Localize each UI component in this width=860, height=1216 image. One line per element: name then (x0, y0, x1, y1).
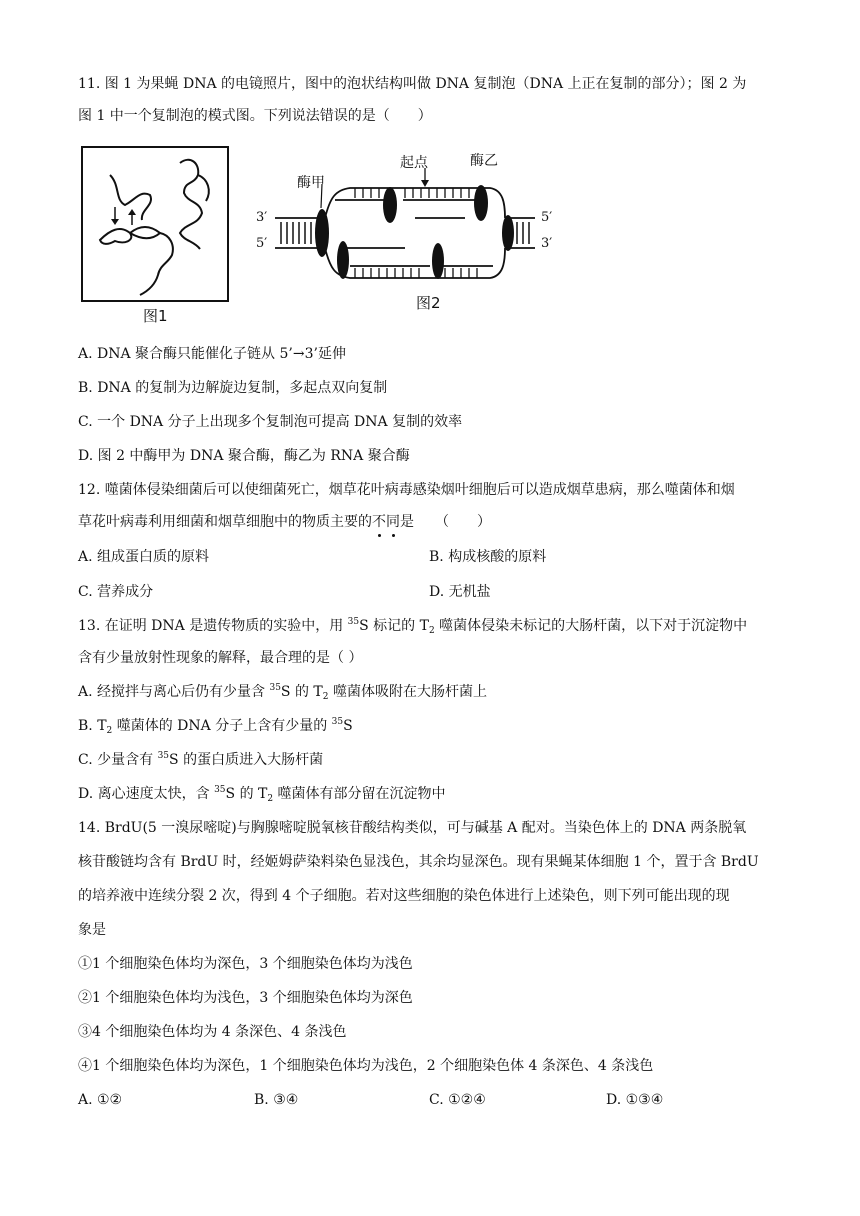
q13-l1-text-b: S 标记的 T (359, 618, 429, 634)
q13-stem-line1 (78, 616, 747, 636)
q13-a-text-c: 噬菌体吸附在大肠杆菌上 (328, 684, 487, 700)
q11-option-d: D. 图 2 中酶甲为 DNA 聚合酶，酶乙为 RNA 聚合酶 (78, 448, 410, 464)
q14-stem-line4: 象是 (78, 922, 106, 938)
q12-option-c: C. 营养成分 (78, 584, 154, 600)
label-enzyme-a: 酶甲 (297, 175, 325, 191)
q14-stem-line2: 核苷酸链均含有 BrdU 时，经姬姆萨染料染色显浅色，其余均显深色。现有果蝇某体细胞 1 个，置于含 BrdU (78, 854, 759, 870)
q12-emphasis-char-2: 同 (386, 514, 400, 530)
q12-line2-post: 是 （ ） (400, 514, 491, 530)
q14-statement-3: ③4 个细胞染色体均为 4 条深色、4 条浅色 (78, 1024, 347, 1040)
q14-option-d: D. ①③④ (606, 1092, 664, 1108)
end-3-left: 3′ (256, 210, 268, 225)
end-5-right: 5′ (541, 210, 553, 225)
q12-emphasis-char-1: 不 (372, 514, 386, 530)
q12-line2-pre: 草花叶病毒利用细菌和烟草细胞中的物质主要的 (78, 514, 372, 530)
q11-stem-line1: 11. 图 1 为果蝇 DNA 的电镜照片，图中的泡状结构叫做 DNA 复制泡（DNA 上正在复制的部分）；图 2 为 (78, 76, 747, 92)
q14-statement-4: ④1 个细胞染色体均为深色，1 个细胞染色体均为浅色，2 个细胞染色体 4 条深色、4 条浅色 (78, 1058, 654, 1074)
q13-c-text-a: C. 少量含有 (78, 752, 158, 768)
q14-option-a: A. ①② (78, 1092, 123, 1108)
q13-a-text-b: S 的 T (280, 684, 323, 700)
end-5-left: 5′ (256, 236, 268, 251)
q13-d-text-c: 噬菌体有部分留在沉淀物中 (273, 786, 446, 802)
q12-option-d: D. 无机盐 (429, 584, 491, 600)
figure-1-drawing (80, 145, 230, 303)
q13-c-text-b: S 的蛋白质进入大肠杆菌 (169, 752, 324, 768)
q13-stem-line2: 含有少量放射性现象的解释，最合理的是（ ） (78, 650, 363, 666)
q13-l1-superscript: 35 (347, 617, 360, 627)
end-3-right: 3′ (541, 236, 553, 251)
q13-option-b (78, 716, 353, 736)
q13-b-superscript: 35 (331, 717, 344, 727)
q11-option-a: A. DNA 聚合酶只能催化子链从 5’→3’延伸 (78, 346, 346, 362)
q14-option-b: B. ③④ (254, 1092, 299, 1108)
q13-b-text-b: 噬菌体的 DNA 分子上含有少量的 (112, 718, 332, 734)
q11-option-c: C. 一个 DNA 分子上出现多个复制泡可提高 DNA 复制的效率 (78, 414, 463, 430)
figure-1 (80, 145, 230, 303)
label-origin: 起点 (400, 155, 428, 171)
q13-d-superscript: 35 (214, 785, 226, 795)
q13-d-subscript: 2 (267, 794, 274, 804)
label-enzyme-b: 酶乙 (470, 153, 498, 169)
q13-c-superscript: 35 (157, 751, 170, 761)
q13-l1-text-c: 噬菌体侵染未标记的大肠杆菌，以下对于沉淀物中 (434, 618, 748, 634)
q13-a-text-a: A. 经搅拌与离心后仍有少量含 (78, 684, 270, 700)
q12-stem-line2 (78, 512, 491, 532)
figure-2-caption: 图2 (416, 294, 441, 312)
q13-a-superscript: 35 (269, 683, 281, 693)
q14-statement-2: ②1 个细胞染色体均为浅色，3 个细胞染色体均为深色 (78, 990, 413, 1006)
q13-l1-subscript: 2 (428, 626, 435, 636)
q13-b-text-c: S (343, 718, 353, 734)
q13-option-a (78, 682, 487, 702)
q13-l1-text-a: 13. 在证明 DNA 是遗传物质的实验中，用 (78, 618, 348, 634)
figure-1-caption: 图1 (143, 307, 168, 325)
q13-d-text-b: S 的 T (225, 786, 268, 802)
q14-statement-1: ①1 个细胞染色体均为深色，3 个细胞染色体均为浅色 (78, 956, 413, 972)
q13-d-text-a: D. 离心速度太快，含 (78, 786, 215, 802)
q13-b-text-a: B. T (78, 718, 107, 734)
q12-option-b: B. 构成核酸的原料 (429, 549, 547, 565)
q12-stem-line1: 12. 噬菌体侵染细菌后可以使细菌死亡，烟草花叶病毒感染烟叶细胞后可以造成烟草患病，那么噬菌体和烟 (78, 482, 735, 498)
q14-stem-line1: 14. BrdU(5 一溴尿嘧啶)与胸腺嘧啶脱氧核苷酸结构类似，可与碱基 A 配对。当染色体上的 DNA 两条脱氧 (78, 820, 747, 836)
q13-option-d (78, 784, 446, 804)
q12-option-a: A. 组成蛋白质的原料 (78, 549, 210, 565)
q14-option-c: C. ①②④ (429, 1092, 486, 1108)
q13-b-subscript: 2 (106, 726, 113, 736)
q11-option-b: B. DNA 的复制为边解旋边复制，多起点双向复制 (78, 380, 388, 396)
q13-a-subscript: 2 (322, 692, 329, 702)
q14-stem-line3: 的培养液中连续分裂 2 次，得到 4 个子细胞。若对这些细胞的染色体进行上述染色，则下列可能出现的现 (78, 888, 730, 904)
q11-stem-line2: 图 1 中一个复制泡的模式图。下列说法错误的是（ ） (78, 108, 432, 124)
q13-option-c (78, 750, 323, 770)
